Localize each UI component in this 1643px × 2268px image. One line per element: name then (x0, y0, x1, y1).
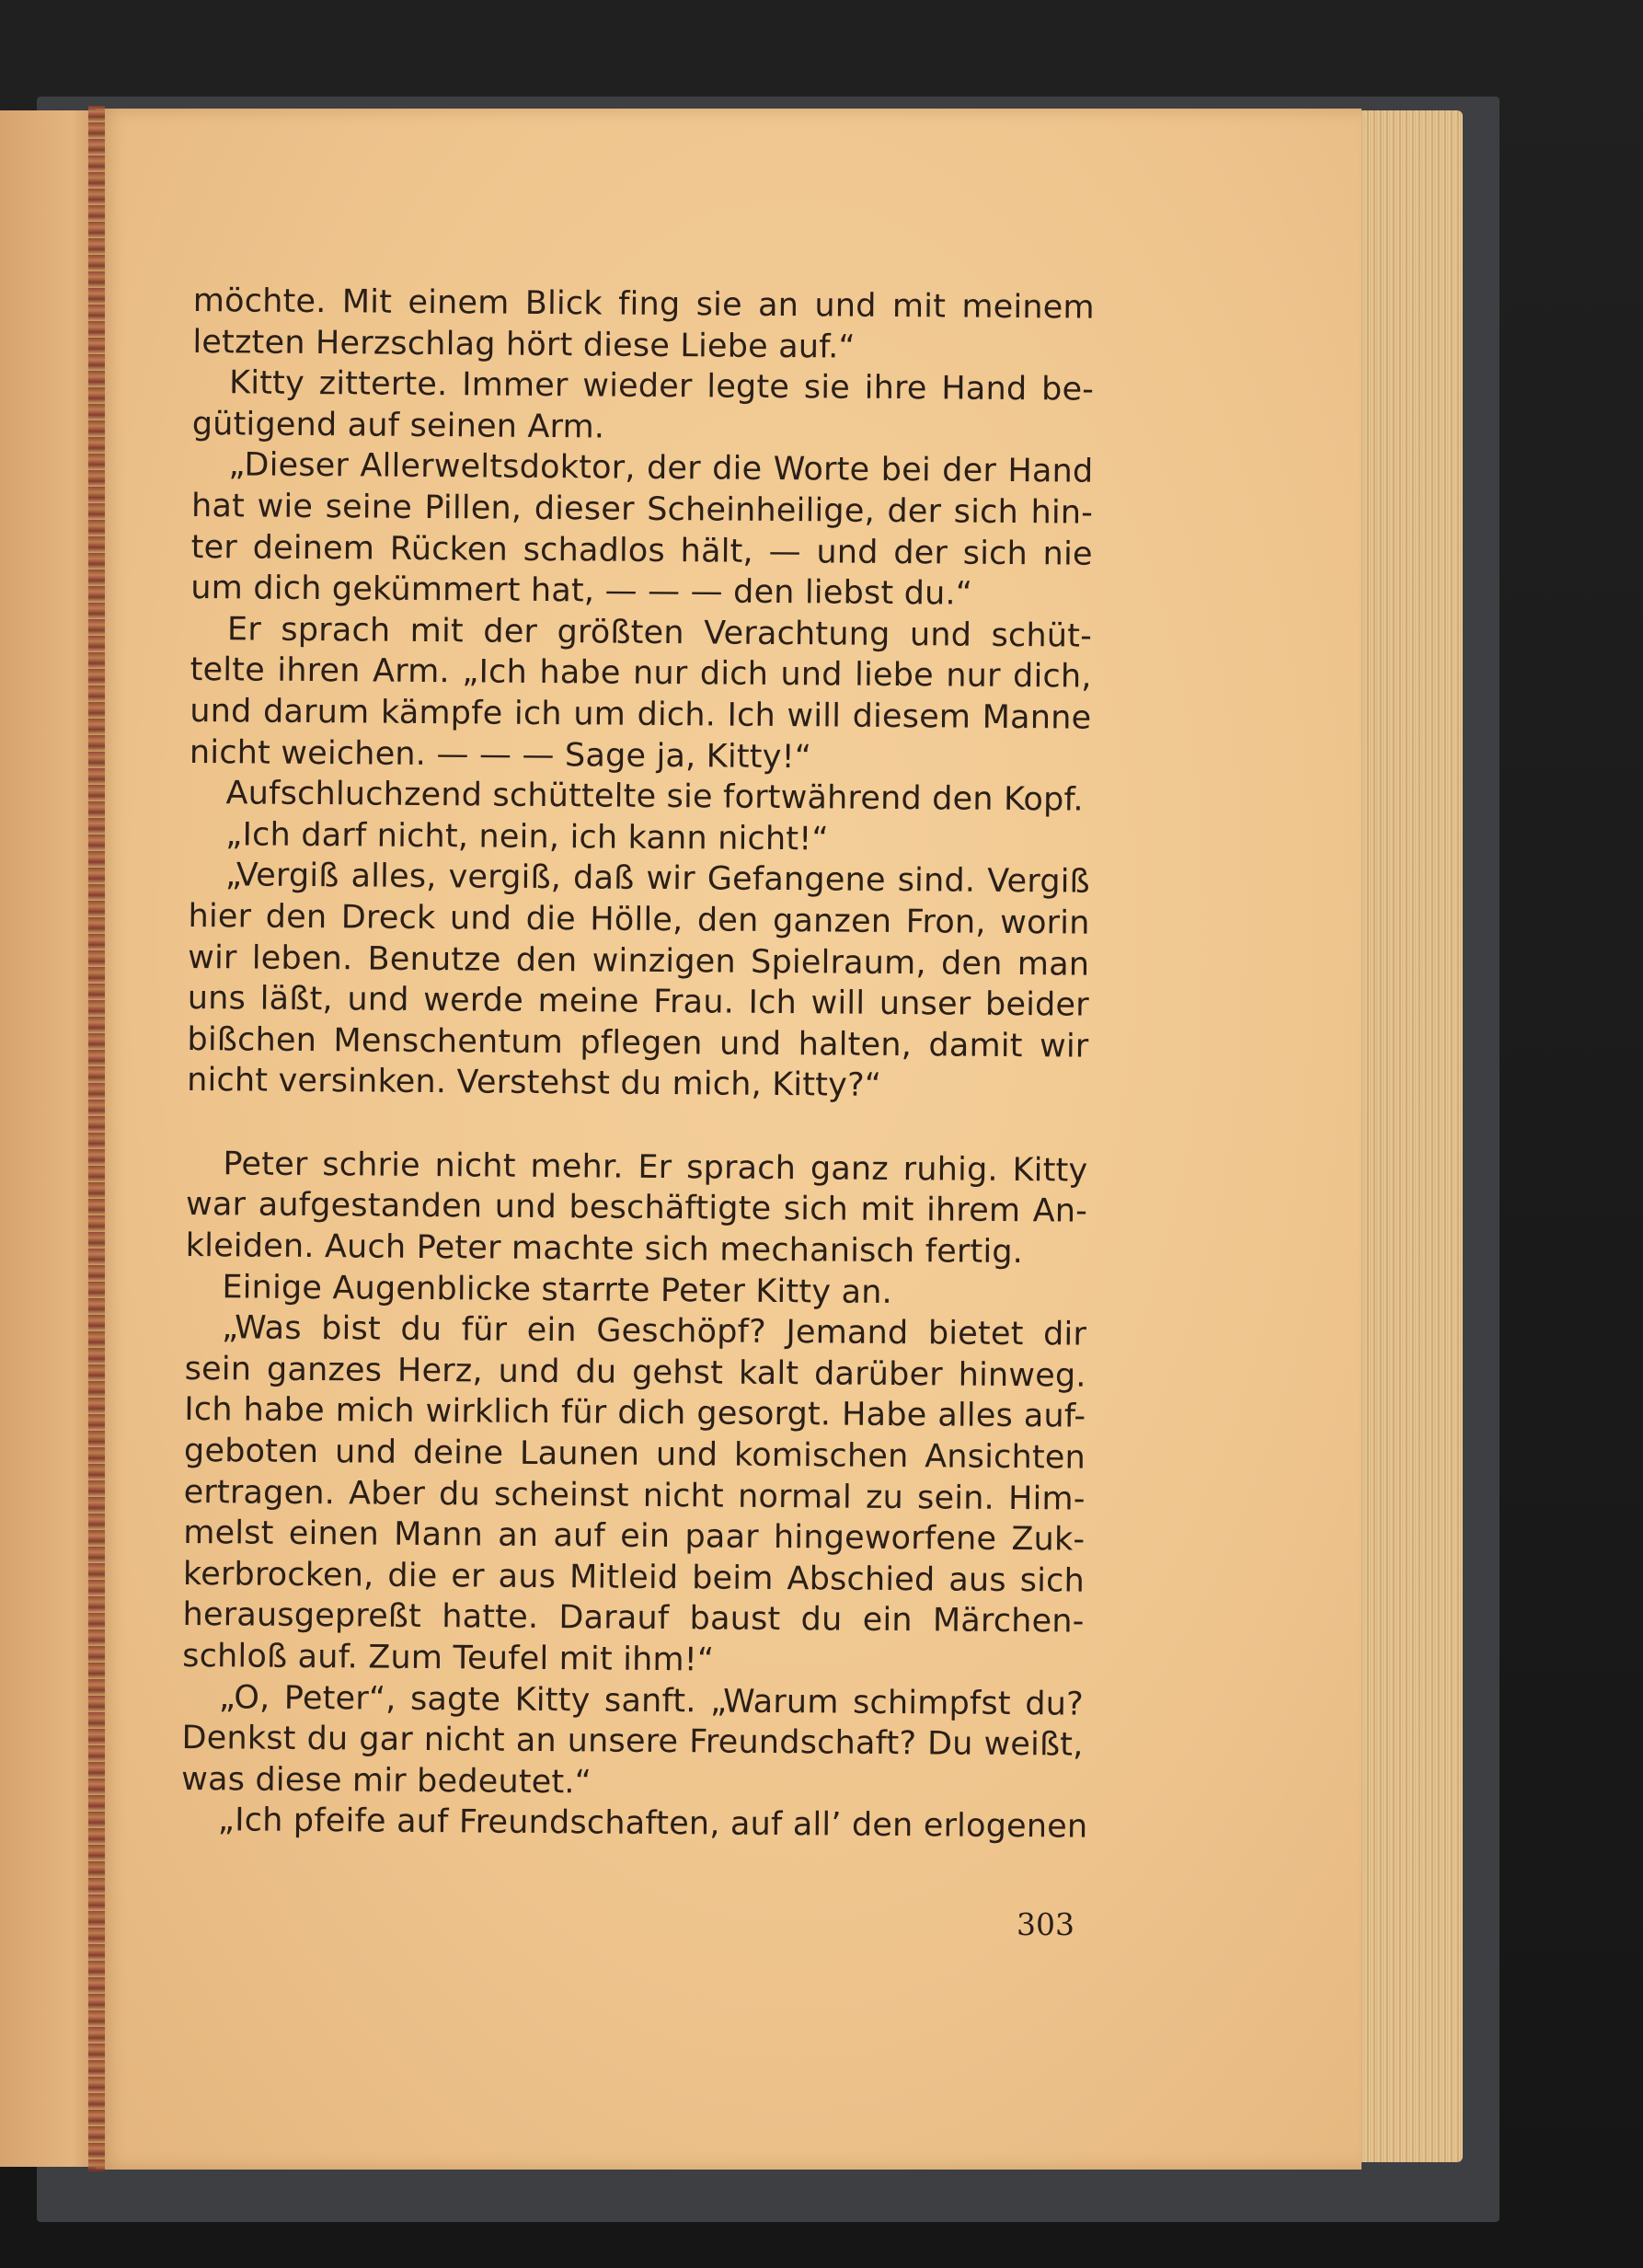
text-line: Denkst du gar nicht an unsere Freundschaft? Du weißt, (181, 1720, 1084, 1764)
text-line: schloß auf. Zum Teufel mit ihm!“ (182, 1637, 715, 1679)
paragraph (190, 444, 1093, 616)
paragraph (182, 1307, 1086, 1684)
paragraph (187, 855, 1090, 1108)
text-line: Einige Augenblicke starrte Peter Kitty an. (222, 1268, 893, 1311)
text-line: nicht weichen. — — — Sage ja, Kitty!“ (189, 733, 812, 776)
text-line: nicht versinken. Verstehst du mich, Kitty?“ (187, 1062, 882, 1105)
text-line: kleiden. Auch Peter machte sich mechanisch fertig. (185, 1227, 1024, 1272)
text-line: was diese mir bedeutet.“ (181, 1760, 592, 1802)
text-line: wir leben. Benutze den winzigen Spielraum, den man (188, 938, 1090, 984)
text-line: bißchen Menschentum pflegen und halten, damit wir (187, 1020, 1089, 1065)
text-line: „O, Peter“, sagte Kitty sanft. „Warum schimpfst du? (218, 1678, 1085, 1723)
paragraph (189, 814, 1090, 862)
text-line: herausgepreßt hatte. Darauf baust du ein Märchen- (182, 1596, 1085, 1641)
text-line: letzten Herzschlag hört diese Liebe auf.“ (192, 323, 856, 366)
text-line: melst einen Mann an auf ein paar hingeworfene Zuk- (183, 1514, 1086, 1559)
text-line: hier den Dreck und die Hölle, den ganzen Fron, worin (188, 897, 1090, 942)
text-line: und darum kämpfe ich um dich. Ich will diesem Manne (190, 692, 1092, 737)
text-line: Ich habe mich wirklich für dich gesorgt. Habe alles auf- (184, 1391, 1086, 1436)
text-line: Kitty zitterte. Immer wieder legte sie ihre Hand be- (228, 364, 1095, 409)
page-text-block (181, 281, 1095, 1848)
paragraph (192, 363, 1095, 452)
text-line: kerbrocken, die er aus Mitleid beim Abschied aus sich (182, 1555, 1086, 1600)
spine-binding (88, 106, 105, 2171)
text-line: uns läßt, und werde meine Frau. Ich will unser beider (187, 980, 1090, 1024)
paragraph (192, 281, 1095, 370)
text-line: um dich gekümmert hat, — — — den liebst du.“ (190, 570, 973, 613)
text-line: hat wie seine Pillen, dieser Scheinheilige, der sich hin- (190, 487, 1094, 532)
paragraph (181, 1800, 1088, 1848)
text-line: „Ich pfeife auf Freundschaften, auf all’ den erlogenen (217, 1802, 1088, 1847)
text-line: war aufgestanden und beschäftigte sich mit ihrem An- (185, 1186, 1088, 1231)
text-line: Er sprach mit der größten Verachtung und schüt- (226, 611, 1093, 655)
section-break (187, 1101, 1088, 1151)
text-line: Peter schrie nicht mehr. Er sprach ganz ruhig. Kitty (223, 1146, 1088, 1190)
text-line: ter deinem Rücken schadlos hält, — und der sich nie (190, 528, 1093, 573)
text-line: telte ihren Arm. „Ich habe nur dich und liebe nur dich, (190, 651, 1092, 697)
text-line: „Was bist du für ein Geschöpf? Jemand bietet dir (221, 1309, 1087, 1353)
page-number: 303 (1017, 1906, 1074, 1942)
text-line: „Vergiß alles, vergiß, daß wir Gefangene sind. Vergiß (224, 857, 1091, 901)
text-line: „Ich darf nicht, nein, ich kann nicht!“ (225, 816, 829, 858)
paragraph (181, 1677, 1084, 1807)
text-line: möchte. Mit einem Blick fing sie an und mit meinem (192, 282, 1095, 327)
paragraph (185, 1267, 1086, 1315)
paragraph (190, 609, 1092, 780)
paragraph (189, 773, 1090, 821)
text-line: „Dieser Allerweltsdoktor, der die Worte bei der Hand (228, 446, 1094, 491)
text-line: Aufschluchzend schüttelte sie fortwährend den Kopf. (225, 775, 1084, 819)
text-line: ertragen. Aber du scheinst nicht normal zu sein. Him- (183, 1473, 1086, 1518)
text-line: geboten und deine Launen und komischen Ansichten (183, 1432, 1086, 1477)
text-line: sein ganzes Herz, und du gehst kalt darüber hinweg. (184, 1350, 1086, 1395)
text-line: gütigend auf seinen Arm. (191, 405, 605, 446)
paragraph (186, 1144, 1088, 1273)
